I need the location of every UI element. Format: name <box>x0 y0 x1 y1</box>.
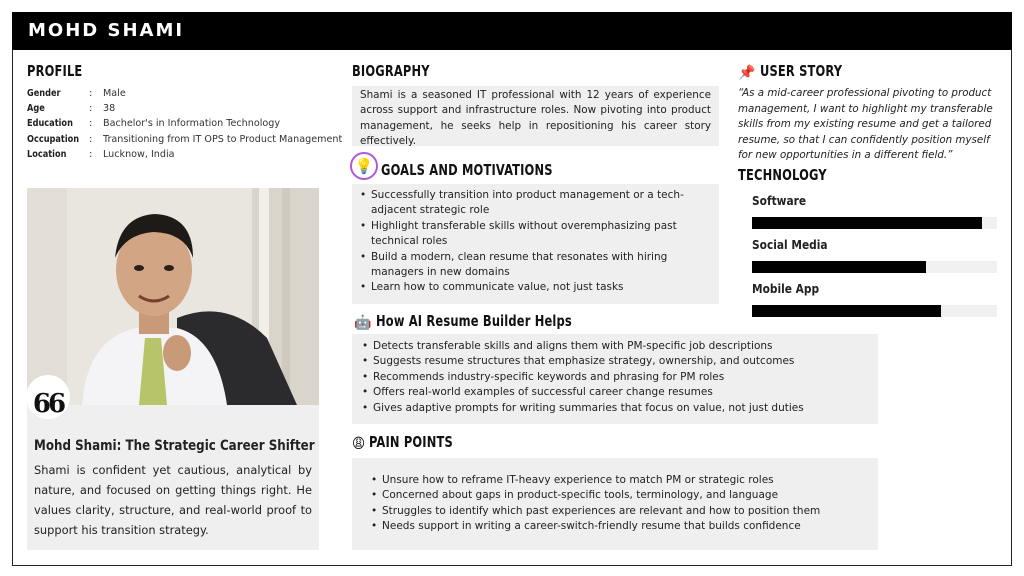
list-item: • Learn how to communicate value, not just tasks <box>358 280 711 295</box>
ai-help-panel <box>352 334 878 424</box>
profile-heading: PROFILE <box>27 62 83 80</box>
tech-label-software: Software <box>752 193 807 208</box>
list-item: • Suggests resume structures that emphasize strategy, ownership, and outcomes <box>360 354 870 369</box>
list-item: • Unsure how to reframe IT-heavy experience to match PM or strategic roles <box>369 473 870 488</box>
tech-label-mobile-app: Mobile App <box>752 281 820 296</box>
user-story-heading: 📌 USER STORY <box>738 62 842 81</box>
profile-row-location: Location : Lucknow, India <box>27 148 175 160</box>
list-item: • Highlight transferable skills without overemphasizing past technical roles <box>358 219 711 250</box>
goals-panel <box>352 184 719 304</box>
list-item: • Concerned about gaps in product-specific tools, terminology, and language <box>369 488 870 503</box>
goals-heading: GOALS AND MOTIVATIONS <box>381 161 553 179</box>
technology-heading: TECHNOLOGY <box>738 166 827 184</box>
robot-icon: 🤖 <box>354 315 372 331</box>
tech-bar-mobile-app <box>752 305 997 317</box>
list-item: • Offers real-world examples of successful career change resumes <box>360 385 870 400</box>
header-bar <box>12 12 1012 50</box>
list-item: • Build a modern, clean resume that resonates with hiring managers in new domains <box>358 250 711 281</box>
pain-points-panel <box>352 458 878 550</box>
tech-bar-fill <box>752 217 982 229</box>
profile-row-education: Education : Bachelor's in Information Technology <box>27 118 281 130</box>
persona-description: Shami is confident yet cautious, analytical by nature, and focused on getting things right. He values clarity, structure, and real-world proof to support his transition strategy. <box>34 463 312 537</box>
list-item: • Gives adaptive prompts for writing summaries that focus on value, not just duties <box>360 401 870 416</box>
list-item: • Detects transferable skills and aligns them with PM-specific job descriptions <box>360 339 870 354</box>
lightbulb-icon: 💡 <box>350 152 378 180</box>
list-item: • Successfully transition into product management or a tech-adjacent strategic role <box>358 188 711 219</box>
pushpin-icon: 📌 <box>738 65 756 81</box>
list-item: • Recommends industry-specific keywords and phrasing for PM roles <box>360 370 870 385</box>
profile-row-gender: Gender : Male <box>27 88 126 99</box>
quote-icon: 66 <box>26 375 70 419</box>
profile-row-occupation: Occupation : Transitioning from IT OPS to Product Management <box>27 133 343 145</box>
profile-row-age: Age : 38 <box>27 103 116 115</box>
tech-bar-social-media <box>752 261 997 273</box>
tech-bar-software <box>752 217 997 229</box>
persona-photo <box>27 188 319 405</box>
tech-bar-fill <box>752 305 941 317</box>
user-story-text: “As a mid-career professional pivoting to product management, I want to highlight my transferable skills from my existing resume and get a tailored resume, so that I can confidently position myself for new opportunities in a different field.” <box>738 87 993 161</box>
persona-title: Mohd Shami: The Strategic Career Shifter <box>34 438 315 454</box>
weary-face-icon: 😩 <box>352 436 366 452</box>
tech-label-social-media: Social Media <box>752 237 828 252</box>
ai-help-heading: 🤖 How AI Resume Builder Helps <box>354 312 572 331</box>
list-item: • Needs support in writing a career-switch-friendly resume that builds confidence <box>369 519 870 534</box>
pain-points-heading: 😩 PAIN POINTS <box>352 433 454 452</box>
persona-name-header: MOHD SHAMI <box>28 20 185 41</box>
profile-details <box>27 86 342 162</box>
list-item: • Struggles to identify which past experiences are relevant and how to position them <box>369 504 870 519</box>
biography-heading: BIOGRAPHY <box>352 62 430 80</box>
tech-bar-fill <box>752 261 926 273</box>
biography-text: Shami is a seasoned IT professional with 12 years of experience across support and infrastructure roles. Now pivoting into product management, he seeks help in repositioning his career story effectively. <box>352 86 719 146</box>
